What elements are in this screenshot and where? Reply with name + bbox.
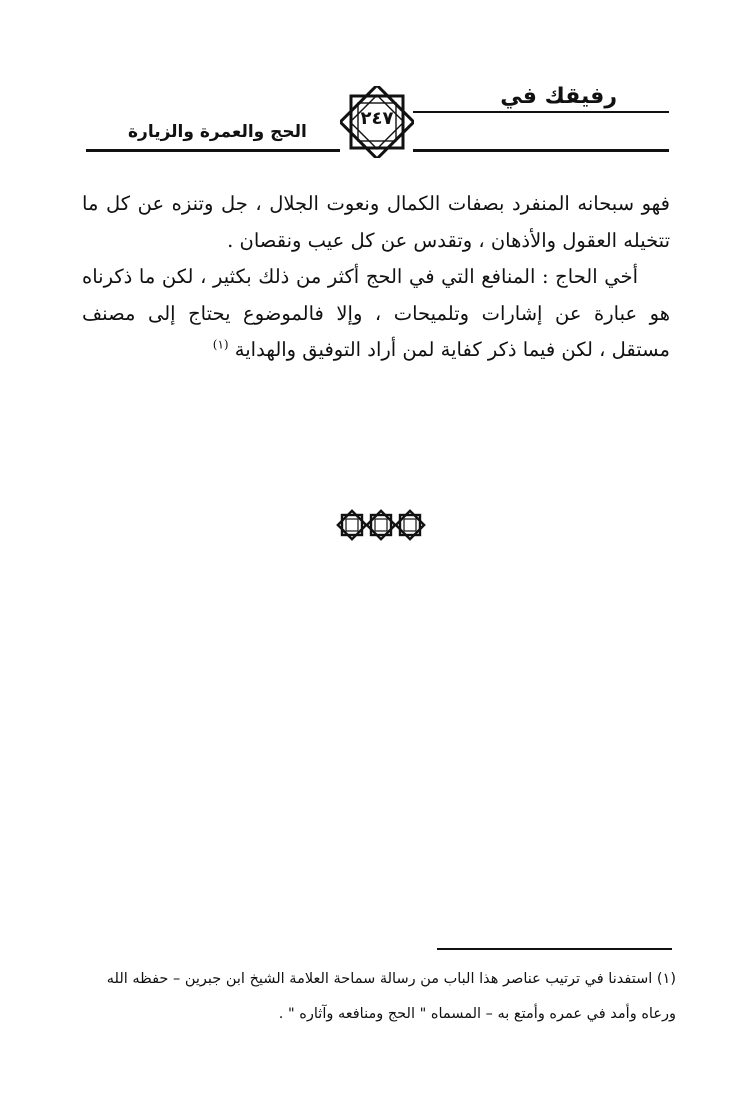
page-header bbox=[0, 0, 752, 170]
paragraph-2 bbox=[82, 259, 670, 369]
footnote bbox=[82, 962, 676, 1032]
book-title: رفيقك في bbox=[500, 84, 617, 109]
footnote-line-2: ورعاه وأمد في عمره وأمتع به – المسماه " الحج ومنافعه وآثاره " . bbox=[278, 1006, 676, 1022]
book-subtitle: الحج والعمرة والزيارة bbox=[128, 122, 307, 142]
footnote-reference: (١) bbox=[212, 337, 229, 352]
paragraph-1: فهو سبحانه المنفرد بصفات الكمال ونعوت الجلال ، جل وتنزه عن كل ما تتخيله العقول والأذهان ، وتقدس عن كل عيب ونقصان . bbox=[82, 192, 670, 252]
section-end-ornament bbox=[336, 508, 426, 542]
page-number: ٢٤٧ bbox=[360, 108, 394, 129]
header-rule-top bbox=[413, 111, 669, 113]
paragraph-2-text: أخي الحاج : المنافع التي في الحج أكثر من ذلك بكثير ، لكن ما ذكرناه هو عبارة عن إشارات وتلميحات ، وإلا فالموضوع يحتاج إلى مصنف مستقل ، لكن فيما ذكر كفاية لمن أراد التوفيق والهداية bbox=[82, 265, 670, 361]
footnote-line-1: (١) استفدنا في ترتيب عناصر هذا الباب من رسالة سماحة العلامة الشيخ ابن جبرين – حفظه الله bbox=[106, 971, 676, 987]
main-text bbox=[82, 186, 670, 369]
three-star-ornament-icon bbox=[336, 508, 426, 542]
footnote-separator bbox=[437, 948, 672, 950]
header-rule-bottom-left bbox=[86, 149, 340, 152]
page-number-badge bbox=[340, 86, 414, 158]
header-rule-bottom-right bbox=[413, 149, 669, 152]
